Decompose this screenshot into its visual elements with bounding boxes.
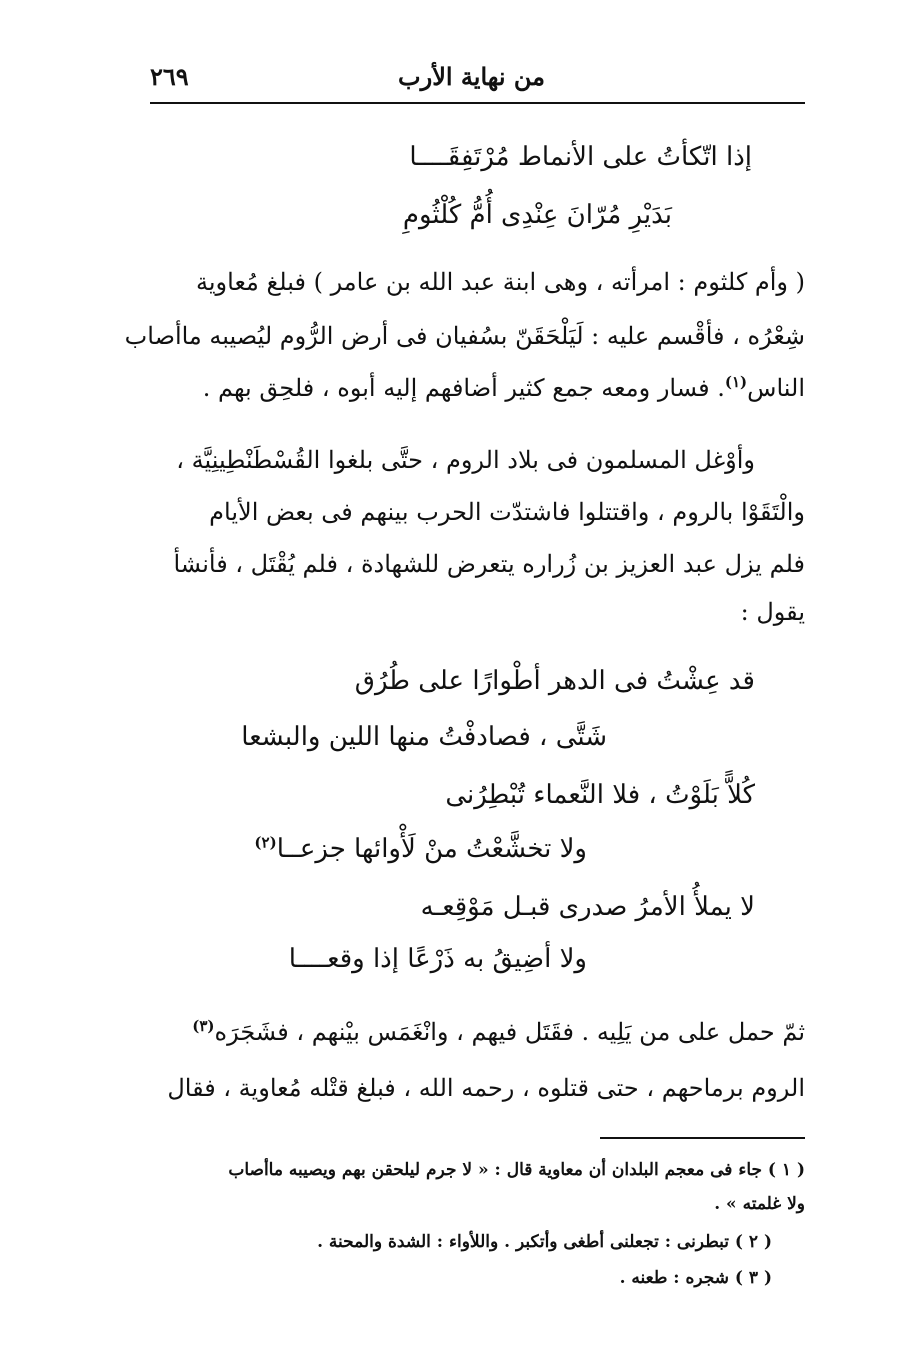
running-title: من نهاية الأرب [398, 62, 545, 91]
poem2-line4-text: ولا تخشَّعْتُ منْ لَأْوائها جزعــا [276, 834, 587, 864]
poem2-line5: لا يملأُ الأمرُ صدرى قبـل مَوْقِعـه [420, 892, 755, 922]
footnote-3: ( ٣ ) شجره : طعنه . [619, 1268, 772, 1288]
para1-line3-prefix: الناس [747, 374, 805, 402]
para1-line1: ( وأم كلثوم : امرأته ، وهى ابنة عبد الله بن عامر ) فبلغ مُعاوية [196, 268, 805, 296]
para1-line2: شِعْرُه ، فأقْسم عليه : لَيَلْحَقَنّ بسُفيان فى أرض الرُّوم ليُصيبه ماأصاب [124, 322, 805, 350]
footnote-ref-3: (٣) [192, 1017, 215, 1035]
poem2-line3: كُلاًّ بَلَوْتُ ، فلا النَّعماء تُبْطِرُنى [445, 780, 755, 810]
page-header [150, 58, 805, 98]
poem2-line2: شَتَّى ، فصادفْتُ منها اللين والبشعا [241, 722, 607, 752]
para2-line1: وأوْغل المسلمون فى بلاد الروم ، حتَّى بلغوا القُسْطَنْطِينِيَّة ، [176, 446, 755, 474]
para2-line2: والْتَقَوْا بالروم ، واقتتلوا فاشتدّت الحرب بينهم فى بعض الأيام [209, 498, 805, 526]
footnote-2: ( ٢ ) تبطرنى : تجعلنى أطغى وأتكبر . واللأواء : الشدة والمحنة . [317, 1232, 772, 1252]
page-number: ٢٦٩ [150, 62, 189, 91]
footnote-ref-2: (٢) [254, 833, 277, 852]
para1-line3 [203, 374, 805, 403]
poem2-line6: ولا أضِيقُ به ذَرْعًا إذا وقعــــا [288, 944, 587, 974]
footnote-rule [600, 1137, 805, 1139]
header-rule [150, 102, 805, 104]
footnote-1-line2: ولا غلمته » . [714, 1194, 805, 1214]
poem2-line4 [254, 834, 587, 865]
para1-line3-suffix: . فسار ومعه جمع كثير أضافهم إليه أبوه ، فلحِق بهم . [202, 374, 725, 402]
para2-line3: فلم يزل عبد العزيز بن زُراره يتعرض للشهادة ، فلم يُقْتَل ، فأنشأ [173, 550, 805, 578]
para3-line1-text: ثمّ حمل على من يَلِيه . فقَتَل فيهم ، وانْغَمَس بيْنهم ، فشَجَرَه [214, 1018, 805, 1046]
poem1-line1: إذا اتّكأتُ على الأنماط مُرْتَفِقَــــا [409, 142, 752, 172]
poem2-line1: قد عِشْتُ فى الدهر أطْوارًا على طُرُق [354, 666, 755, 696]
para2-line4: يقول : [740, 598, 805, 626]
poem1-line2: بَدَيْرِ مُرّانَ عِنْدِى أُمُّ كُلْثُومِ [402, 200, 672, 230]
footnote-ref-1: (١) [724, 373, 748, 391]
para3-line1 [192, 1018, 805, 1047]
footnote-1-line1: ( ١ ) جاء فى معجم البلدان أن معاوية قال : « لا جرم ليلحقن بهم ويصيبه ماأصاب [228, 1160, 805, 1180]
para3-line2: الروم برماحهم ، حتى قتلوه ، رحمه الله ، فبلغ قتْله مُعاوية ، فقال [167, 1074, 805, 1102]
